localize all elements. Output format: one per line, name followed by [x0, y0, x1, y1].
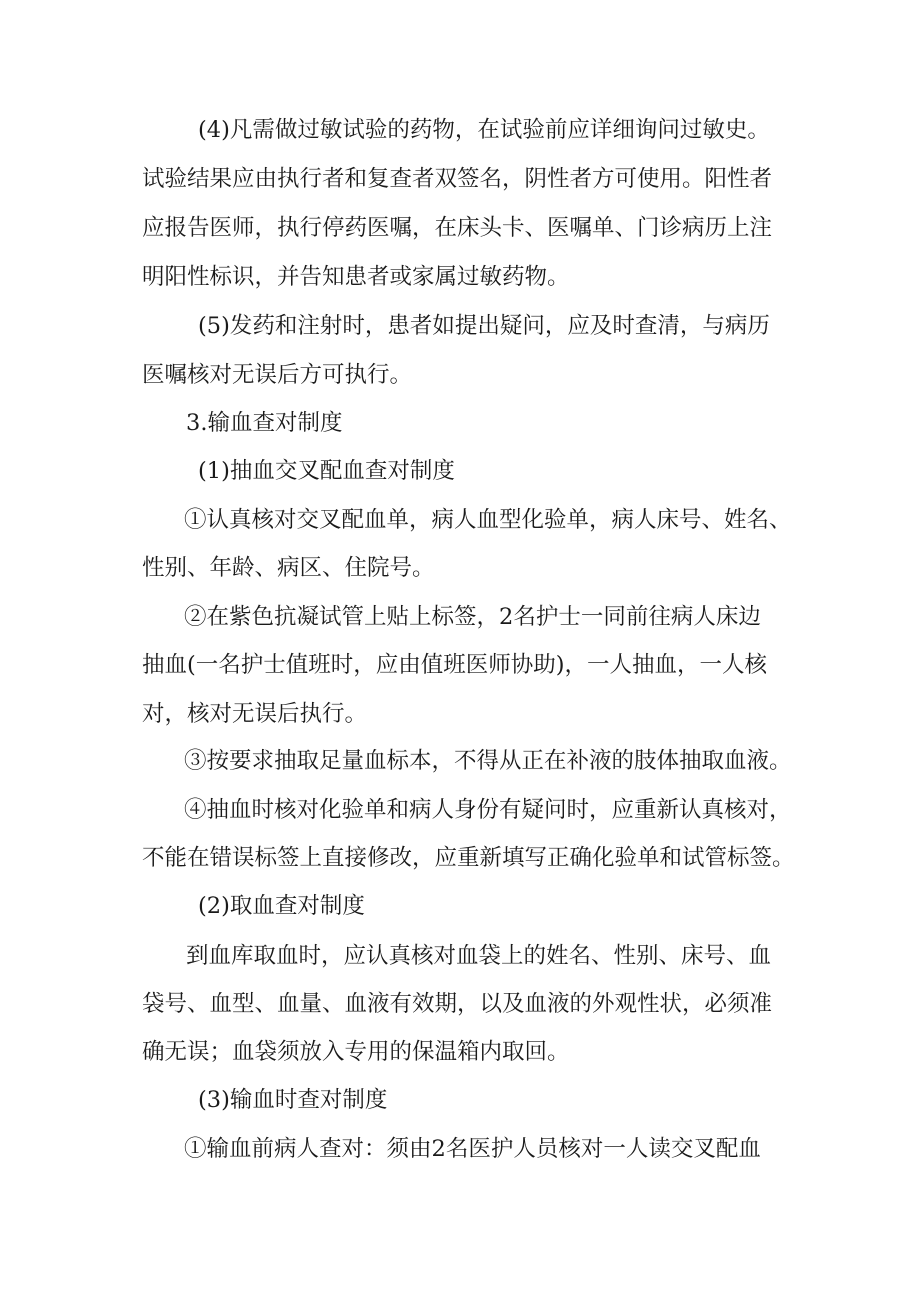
paragraph-line: ②在紫色抗凝试管上贴上标签，2名护士一同前往病人床边: [184, 604, 761, 630]
paragraph-line: 医嘱核对无误后方可执行。: [142, 362, 413, 388]
paragraph-line: (4)凡需做过敏试验的药物，在试验前应详细询问过敏史。: [198, 117, 770, 143]
section-heading: 3.输血查对制度: [186, 410, 343, 436]
subsection-heading: (1)抽血交叉配血查对制度: [198, 458, 455, 484]
paragraph-line: 不能在错误标签上直接修改，应重新填写正确化验单和试管标签。: [142, 845, 795, 871]
paragraph-line: ①输血前病人查对：须由2名医护人员核对一人读交叉配血: [184, 1136, 761, 1162]
paragraph-line: 到血库取血时，应认真核对血袋上的姓名、性别、床号、血: [186, 943, 772, 969]
paragraph-line: 应报告医师，执行停药医嘱，在床头卡、医嘱单、门诊病历上注: [142, 215, 773, 241]
subsection-heading: (3)输血时查对制度: [198, 1087, 388, 1113]
subsection-heading: (2)取血查对制度: [198, 893, 365, 919]
paragraph-line: 性别、年龄、病区、住院号。: [142, 555, 435, 581]
paragraph-line: (5)发药和注射时，患者如提出疑问，应及时查清，与病历: [198, 313, 770, 339]
paragraph-line: ③按要求抽取足量血标本，不得从正在补液的肢体抽取血液。: [184, 748, 792, 774]
paragraph-line: 对，核对无误后执行。: [142, 701, 368, 727]
paragraph-line: 袋号、血型、血量、血液有效期，以及血液的外观性状，必须准: [142, 991, 773, 1017]
paragraph-line: 确无误；血袋须放入专用的保温箱内取回。: [142, 1039, 570, 1065]
paragraph-line: 明阳性标识，并告知患者或家属过敏药物。: [142, 264, 570, 290]
paragraph-line: 试验结果应由执行者和复查者双签名，阴性者方可使用。阳性者: [142, 166, 773, 192]
paragraph-line: ①认真核对交叉配血单，病人血型化验单，病人床号、姓名、: [184, 507, 792, 533]
paragraph-line: ④抽血时核对化验单和病人身份有疑问时，应重新认真核对，: [184, 797, 792, 823]
paragraph-line: 抽血(一名护士值班时，应由值班医师协助)，一人抽血，一人核: [142, 652, 768, 678]
